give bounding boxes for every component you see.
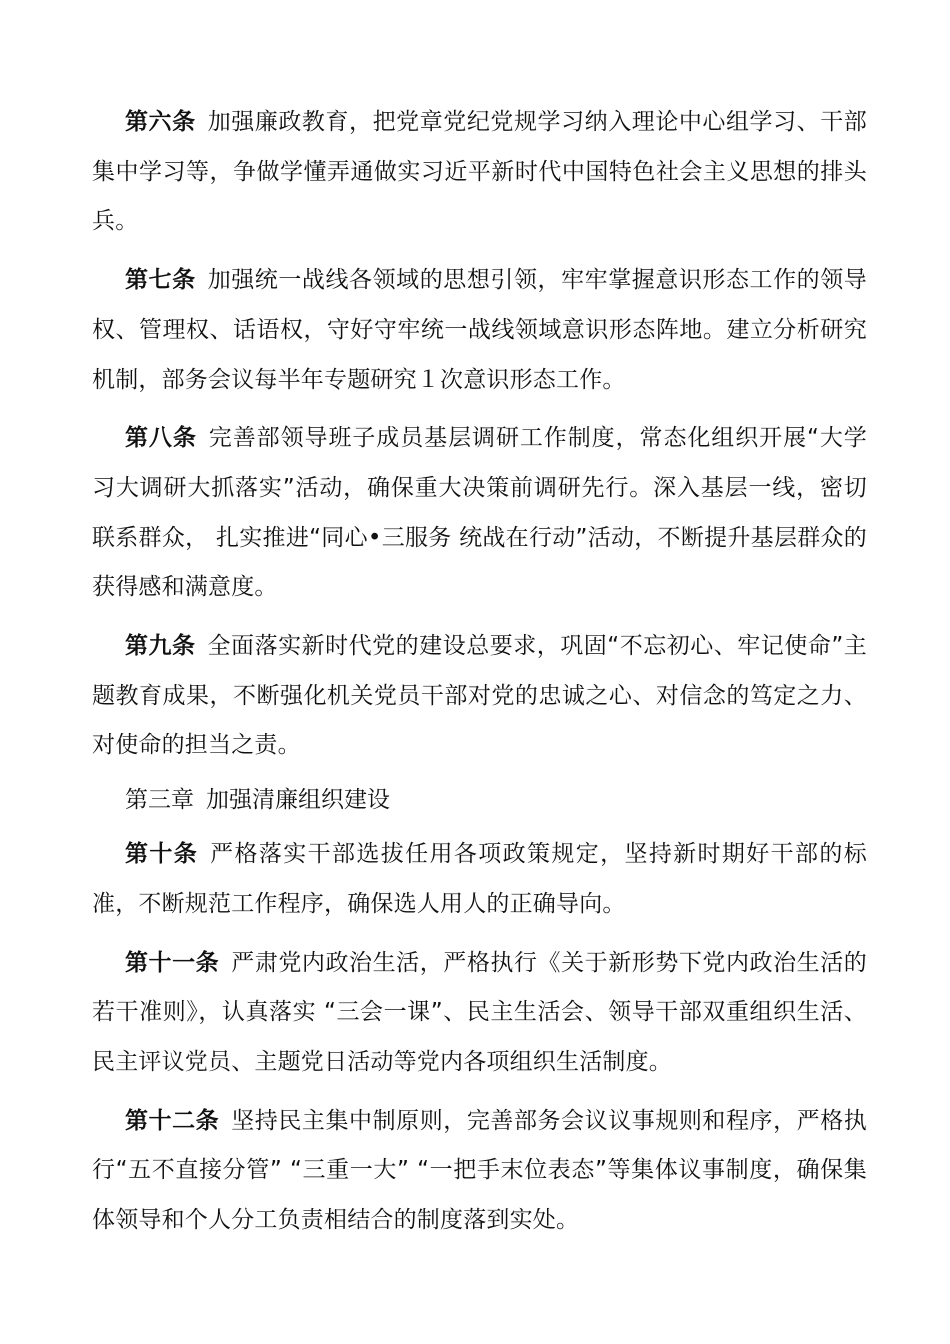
article-heading: 第九条 [125,633,196,660]
article-7 [92,256,867,405]
article-text: 严肃党内政治生活，严格执行《关于新形势下党内政治生活的若干准则》，认真落实 “三会一课”、民主生活会、领导干部双重组织生活、民主评议党员、主题党日活动等党内各项组织生活制度。 [92,949,867,1075]
article-text: 坚持民主集中制原则，完善部务会议议事规则和程序，严格执行“五不直接分管” “三重一大” “一把手末位表态”等集体议事制度，确保集体领导和个人分工负责相结合的制度落到实处。 [92,1107,867,1234]
article-6 [92,98,867,247]
article-heading: 第七条 [125,267,196,294]
article-12 [92,1097,867,1246]
article-9 [92,622,867,771]
article-10 [92,830,867,929]
article-text: 加强统一战线各领域的思想引领，牢牢掌握意识形态工作的领导权、管理权、话语权，守好守牢统一战线领域意识形态阵地。建立分析研究机制，部务会议每半年专题研究１次意识形态工作。 [92,267,867,393]
article-heading: 第十一条 [125,949,220,976]
article-11 [92,939,867,1088]
article-heading: 第十二条 [125,1107,220,1134]
article-heading: 第六条 [125,109,196,135]
article-heading: 第八条 [125,425,197,452]
document-page [92,98,867,1255]
article-text: 加强廉政教育，把党章党纪党规学习纳入理论中心组学习、干部集中学习等，争做学懂弄通做实习近平新时代中国特色社会主义思想的排头兵。 [92,109,867,235]
article-text: 完善部领导班子成员基层调研工作制度，常态化组织开展“大学习大调研大抓落实”活动，确保重大决策前调研先行。深入基层一线，密切联系群众， 扎实推进“同心•三服务 统战在行动”活动，不断提升基层群众的获得感和满意度。 [92,425,867,601]
chapter-heading [92,780,867,821]
chapter-title: 加强清廉组织建设 [206,787,390,814]
article-heading: 第十条 [125,841,199,868]
article-text: 全面落实新时代党的建设总要求，巩固“不忘初心、牢记使命”主题教育成果，不断强化机关党员干部对党的忠诚之心、对信念的笃定之力、对使命的担当之责。 [92,633,867,759]
article-8 [92,414,867,613]
chapter-number: 第三章 [125,787,194,814]
article-text: 严格落实干部选拔任用各项政策规定，坚持新时期好干部的标准，不断规范工作程序，确保选人用人的正确导向。 [92,841,867,917]
